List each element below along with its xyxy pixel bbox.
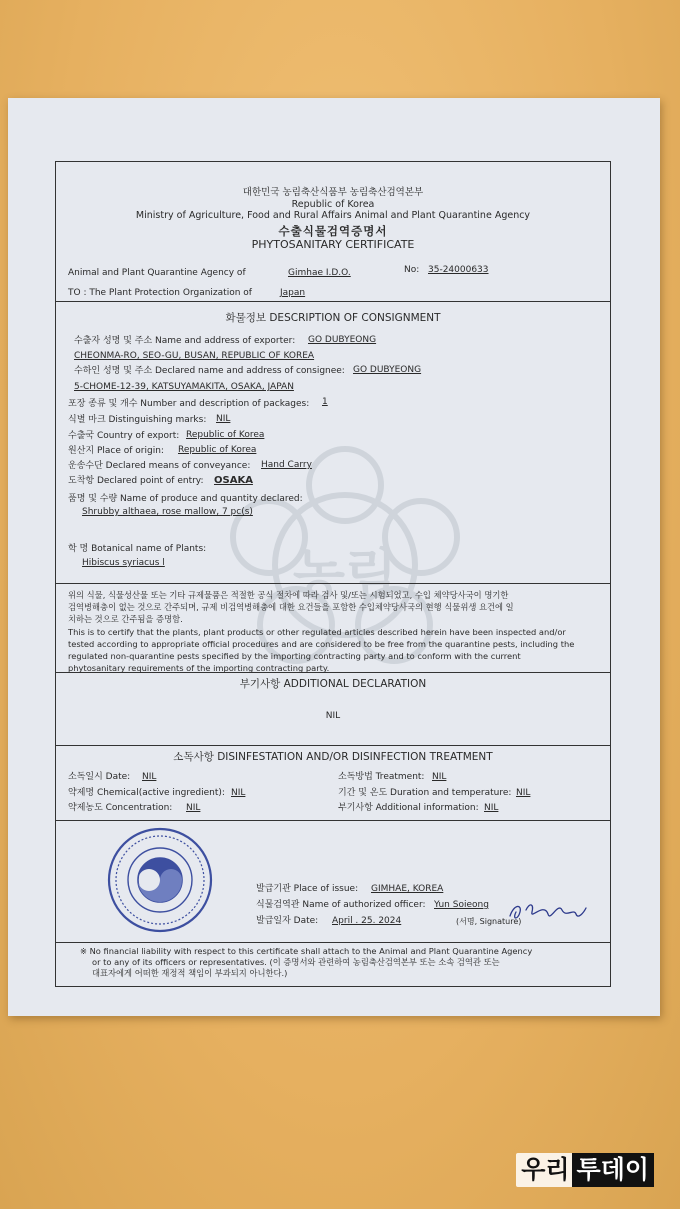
export-country-label: 수출국 Country of export: — [68, 431, 180, 441]
divider — [56, 583, 610, 584]
title-en: PHYTOSANITARY CERTIFICATE — [251, 238, 415, 251]
logo-part2: 투데이 — [572, 1153, 654, 1187]
produce-label: 품명 및 수량 Name of produce and quantity declared: — [68, 494, 303, 504]
handwritten-signature-icon — [504, 898, 590, 928]
concentration-value: NIL — [186, 803, 201, 813]
marks-value: NIL — [216, 414, 231, 424]
additional-info-label: 부기사항 Additional information: — [338, 803, 479, 813]
produce-value: Shrubby althaea, rose mallow, 7 pc(s) — [82, 507, 253, 517]
ministry-name-en: Ministry of Agriculture, Food and Rural Affairs Animal and Plant Quarantine Agency — [135, 210, 531, 221]
place-of-issue-value: GIMHAE, KOREA — [371, 884, 444, 894]
signature-label: (서명, Signature) — [456, 917, 522, 926]
conveyance-label: 운송수단 Declared means of conveyance: — [68, 461, 251, 471]
certify-en-line: This is to certify that the plants, plant products or other regulated articles described herein have been inspected and/or — [68, 627, 566, 637]
concentration-label: 약제농도 Concentration: — [68, 803, 173, 813]
entry-label: 도착항 Declared point of entry: — [68, 476, 204, 486]
certify-kr-line: 치하는 것으로 간주됨을 증명함. — [68, 614, 183, 624]
chemical-label: 약제명 Chemical(active ingredient): — [68, 788, 225, 798]
chemical-value: NIL — [231, 788, 246, 798]
treatment-method-label: 소독방법 Treatment: — [338, 772, 425, 782]
duration-value: NIL — [516, 788, 531, 798]
consignee-address: 5-CHOME-12-39, KATSUYAMAKITA, OSAKA, JAPAN — [74, 382, 294, 392]
ministry-name-kr: 대한민국 농림축산식품부 농림축산검역본부 — [242, 187, 424, 198]
certify-en-line: regulated non-quarantine pests specified by the importing contracting party and to conform with the current — [68, 651, 521, 661]
treatment-title: 소독사항 DISINFESTATION AND/OR DISINFECTION TREATMENT — [173, 751, 493, 763]
liability-note-line: 대표자에게 어떠한 재정적 책임이 부과되지 아니한다.) — [92, 968, 288, 978]
divider — [56, 745, 610, 746]
news-logo — [516, 1153, 654, 1187]
origin-value: Republic of Korea — [178, 445, 257, 455]
agency-value: Gimhae I.D.O. — [288, 268, 351, 278]
certificate-no-value: 35-24000633 — [428, 265, 489, 275]
marks-label: 식별 마크 Distinguishing marks: — [68, 415, 207, 425]
officer-value: Yun Soieong — [434, 900, 489, 910]
consignee-label: 수하인 성명 및 주소 Declared name and address of consignee: — [74, 366, 345, 376]
botanical-value: Hibiscus syriacus l — [82, 558, 165, 568]
certify-kr-line: 검역병해충이 없는 것으로 간주되며, 규제 비검역병해충에 대한 요건들을 포함한 수입체약당사국의 현행 식물위생 요건에 일 — [68, 602, 514, 612]
issue-date-label: 발급일자 Date: — [256, 916, 319, 926]
conveyance-value: Hand Carry — [261, 460, 312, 470]
to-label: TO : The Plant Protection Organization of — [68, 288, 252, 298]
country-name: Republic of Korea — [291, 199, 375, 210]
consignment-section-title: 화물정보 DESCRIPTION OF CONSIGNMENT — [225, 312, 441, 324]
title-kr: 수출식물검역증명서 — [278, 224, 388, 238]
divider — [56, 301, 610, 302]
consignee-name: GO DUBYEONG — [353, 365, 422, 375]
agency-label: Animal and Plant Quarantine Agency of — [68, 268, 246, 278]
additional-declaration-title: 부기사항 ADDITIONAL DECLARATION — [239, 678, 427, 690]
treatment-date-value: NIL — [142, 772, 157, 782]
treatment-method-value: NIL — [432, 772, 447, 782]
official-seal-icon — [106, 826, 214, 934]
packages-label: 포장 종류 및 개수 Number and description of packages: — [68, 399, 310, 409]
to-value: Japan — [280, 288, 306, 298]
duration-label: 기간 및 온도 Duration and temperature: — [338, 788, 512, 798]
divider — [56, 820, 610, 821]
certify-kr-line: 위의 식물, 식물성산물 또는 기타 규제물품은 적절한 공식 절차에 따라 검사 및/또는 시험되었고, 수입 체약당사국이 명기한 — [68, 590, 509, 600]
entry-value: OSAKA — [214, 475, 253, 486]
export-country-value: Republic of Korea — [186, 430, 265, 440]
liability-note-line: or to any of its officers or representatives. (이 증명서와 관련하여 농림축산검역본부 또는 소속 검역관 또는 — [92, 957, 500, 967]
packages-value: 1 — [322, 397, 328, 407]
divider — [56, 672, 610, 673]
certificate-frame — [55, 161, 611, 987]
watermark-text: 농림 — [292, 543, 398, 606]
officer-label: 식물검역관 Name of authorized officer: — [256, 900, 426, 910]
logo-part1: 우리 — [521, 1155, 570, 1184]
certificate-paper — [8, 98, 660, 1016]
issue-date-value: April . 25. 2024 — [332, 916, 402, 926]
treatment-date-label: 소독일시 Date: — [68, 772, 131, 782]
additional-declaration-value: NIL — [325, 711, 341, 721]
exporter-address: CHEONMA-RO, SEO-GU, BUSAN, REPUBLIC OF KOREA — [74, 351, 315, 361]
additional-info-value: NIL — [484, 803, 499, 813]
liability-note-line: ※ No financial liability with respect to this certificate shall attach to the Animal and Plant Quarantine Agency — [80, 946, 533, 956]
exporter-label: 수출자 성명 및 주소 Name and address of exporter: — [74, 336, 296, 346]
certificate-no-label: No: — [404, 265, 420, 275]
origin-label: 원산지 Place of origin: — [68, 446, 164, 456]
botanical-label: 학 명 Botanical name of Plants: — [68, 544, 207, 554]
certify-en-line: phytosanitary requirements of the importing contracting party. — [68, 663, 330, 673]
exporter-name: GO DUBYEONG — [308, 335, 377, 345]
divider — [56, 942, 610, 943]
certify-en-line: tested according to appropriate official procedures and are considered to be free from the quarantine pests, including the — [68, 639, 575, 649]
place-of-issue-label: 발급기관 Place of issue: — [256, 884, 359, 894]
